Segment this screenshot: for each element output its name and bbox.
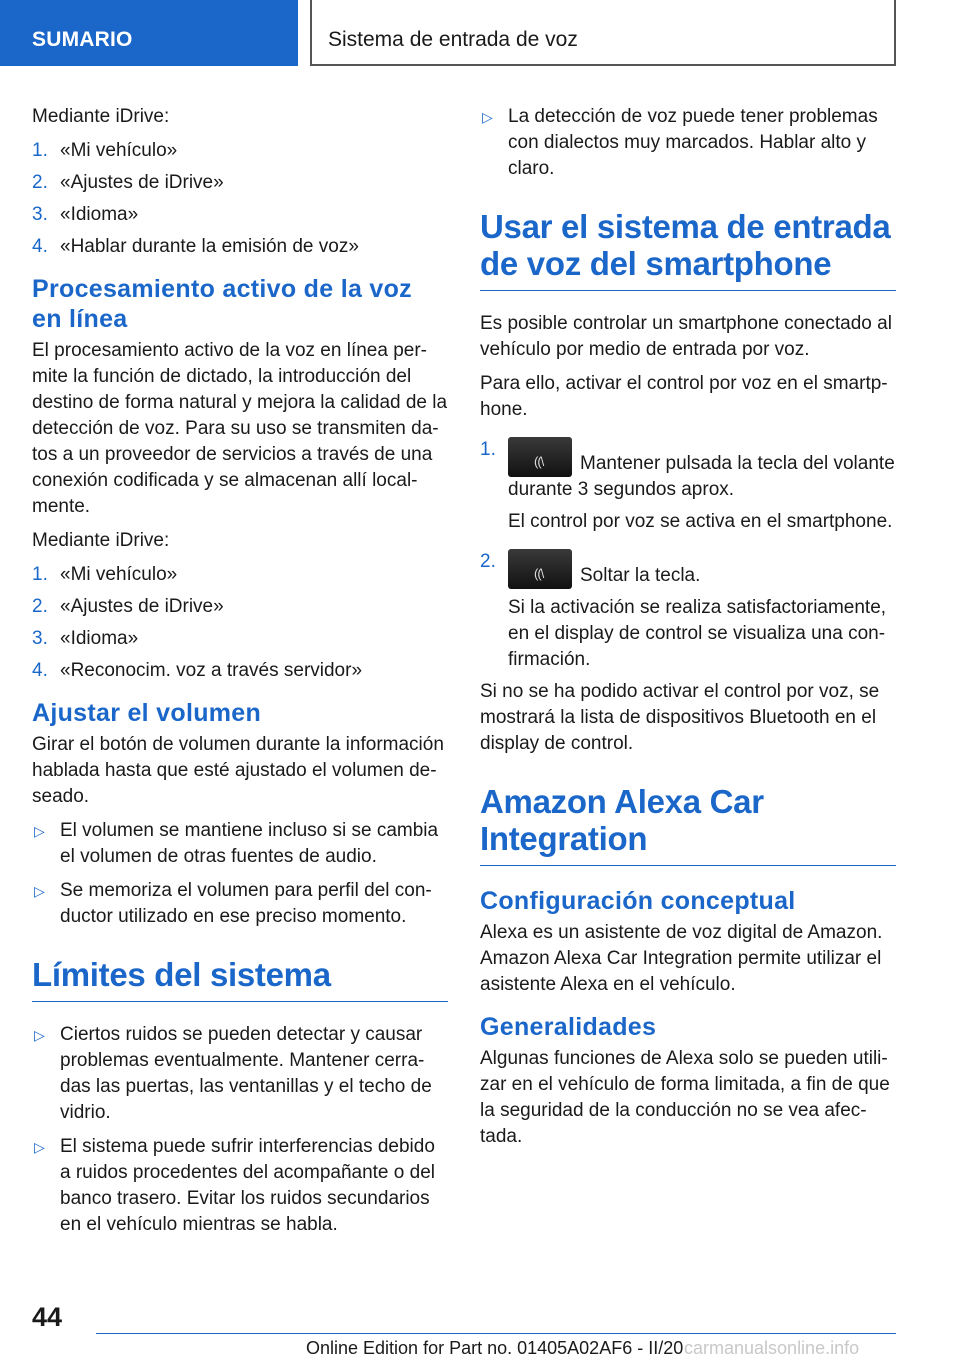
triangle-bullet-icon: ▷ [34, 1027, 45, 1043]
header-sumario-label: SUMARIO [32, 28, 133, 51]
paragraph-generalidades: Algunas funciones de Alexa solo se pueden utilizar en el vehículo de forma limitada, a fin de que la seguridad de la conducción no se vea afectada. [480, 1048, 890, 1147]
header-chapter [310, 0, 896, 66]
list-item: ▷ Ciertos ruidos se pueden detectar y causar problemas eventualmente. Mantener cerradas las puertas, las ventanillas y el techo de vidrio. [34, 1024, 432, 1123]
header-tab-sumario[interactable] [0, 0, 298, 66]
paragraph-procesamiento: El procesamiento activo de la voz en línea permite la función de dictado, la introducción del destino de forma natural y mejora la calidad de la detección de voz. Para su uso se transmiten datos a un proveedor de servicios a través de una conexión codificada y se almacenan allí localmente. [32, 340, 448, 517]
heading-smartphone: Usar el sistema de entrada de voz del smartphone [480, 208, 896, 291]
list-item: 3. «Idioma» [32, 628, 139, 649]
paragraph-smartphone-2: Para ello, activar el control por voz en el smartphone. [480, 373, 888, 420]
idrive-steps-2 [32, 562, 448, 684]
list-item: 2. «Ajustes de iDrive» [32, 596, 224, 617]
list-item: 3. «Idioma» [32, 204, 139, 225]
idrive-steps-1 [32, 138, 448, 260]
heading-alexa: Amazon Alexa Car Integration [480, 783, 896, 866]
triangle-bullet-icon: ▷ [482, 109, 493, 125]
list-item: 2. «Ajustes de iDrive» [32, 172, 224, 193]
list-item: ▷ Se memoriza el volumen para perfil del conductor utilizado en ese preciso momento. [34, 880, 432, 927]
heading-configuracion: Configuración conceptual [480, 887, 796, 915]
voice-command-button-icon: ((\ [508, 437, 572, 477]
heading-generalidades: Generalidades [480, 1013, 657, 1041]
list-item: ▷ El volumen se mantiene incluso si se cambia el volumen de otras fuentes de audio. [34, 820, 439, 867]
intro-idrive-2: Mediante iDrive: [32, 530, 170, 551]
paragraph-smartphone-3: Si no se ha podido activar el control por voz, se mostrará la lista de dispositivos Bluetooth en el display de control. [480, 681, 880, 754]
footer-edition: Online Edition for Part no. 01405A02AF6 - II/20 [306, 1338, 684, 1358]
paragraph-smartphone-1: Es posible controlar un smartphone conectado al vehículo por medio de entrada por voz. [480, 313, 892, 360]
bullets-volumen [32, 818, 448, 930]
triangle-bullet-icon: ▷ [34, 883, 45, 899]
paragraph-volumen: Girar el botón de volumen durante la información hablada hasta que esté ajustado el volumen deseado. [32, 734, 444, 807]
header-chapter-title: Sistema de entrada de voz [328, 28, 578, 51]
list-item: ▷ El sistema puede sufrir interferencias debido a ruidos procedentes del acompañante o del banco trasero. Evitar los ruidos secundarios en el vehículo mientras se habla. [34, 1136, 435, 1235]
footer-watermark: carmanualsonline.info [684, 1338, 860, 1358]
voice-command-button-icon: ((\ [508, 549, 572, 589]
list-item: 1. «Mi vehículo» [32, 140, 178, 161]
step-1: 1. ((\ Mantener pulsada la tecla del volante durante 3 segundos aprox. El control por voz se activa en el smartphone. [480, 439, 895, 532]
bullets-limites [32, 1022, 448, 1238]
paragraph-configuracion: Alexa es un asistente de voz digital de Amazon. Amazon Alexa Car Integration permite utilizar el asistente Alexa en el vehículo. [480, 922, 883, 995]
step-2: 2. ((\ Soltar la tecla. Si la activación se realiza satisfactoriamente, en el display de control se visualiza una confirmación. [480, 551, 887, 670]
triangle-bullet-icon: ▷ [34, 823, 45, 839]
right-column [480, 104, 896, 1158]
list-item: 1. «Mi vehículo» [32, 564, 178, 585]
left-column [32, 104, 448, 1246]
heading-procesamiento: Procesamiento activo de la voz en línea [32, 275, 412, 333]
list-item: 4. «Reconocim. voz a través servidor» [32, 660, 363, 681]
triangle-bullet-icon: ▷ [34, 1139, 45, 1155]
list-item: 4. «Hablar durante la emisión de voz» [32, 236, 359, 257]
heading-volumen: Ajustar el volumen [32, 699, 262, 727]
bullets-dialectos [480, 104, 896, 182]
list-item: ▷ La detección de voz puede tener problemas con dialectos muy marcados. Hablar alto y claro. [482, 106, 878, 179]
footer-divider [96, 1333, 896, 1334]
page-number: 44 [32, 1302, 63, 1332]
heading-limites: Límites del sistema [32, 956, 448, 1002]
intro-idrive-1: Mediante iDrive: [32, 106, 170, 127]
